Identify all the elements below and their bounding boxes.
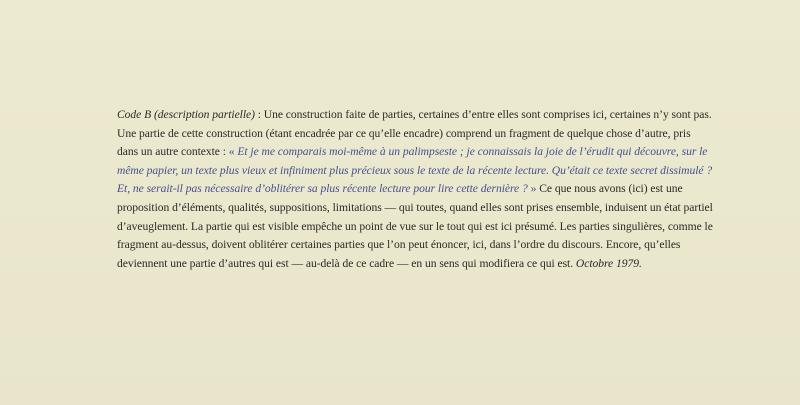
quoted-passage: Et je me comparais moi-même à un palimpseste ; je connaissais la joie de l’érudit qui découvre, sur le même papier, un texte plus vieux et infiniment plus précieux sous le texte de la récente lecture. Qu’était ce texte secret dissimulé ? Et, ne serait-il pas nécessaire d’oblitérer sa plus récente lecture pour lire cette dernière ? — [117, 145, 713, 196]
quote-open-mark: « — [228, 145, 238, 159]
text-block — [117, 106, 713, 273]
document-heading: Code B (description partielle) — [117, 108, 255, 121]
intro-text: Une construction faite de parties, certaines d’entre elles sont comprises ici, certaines n’y sont pas. Une partie de cette construction (étant encadrée par ce qu’elle encadre) comprend un fragment de quelque chose d’autre, pris dans un autre contexte : — [117, 108, 712, 159]
body-text: Ce que nous avons (ici) est une proposition d’éléments, qualités, suppositions, limitations — qui toutes, quand elles sont prises ensemble, induisent un état partiel d’aveuglement. La partie qui est visible empêche un point de vue sur le tout qui est ici présumé. Les parties singulières, comme le fragment au-dessus, doivent oblitérer certaines parties que l’on peut énoncer, ici, dans l’ordre du discours. Encore, qu’elles deviennent une partie d’autres qui est — au-delà de ce cadre — en un sens qui modifiera ce qui est. — [117, 182, 713, 270]
quote-close-mark: » — [527, 182, 537, 196]
document-date: Octobre 1979. — [575, 256, 642, 270]
intro-colon: : — [254, 108, 264, 121]
